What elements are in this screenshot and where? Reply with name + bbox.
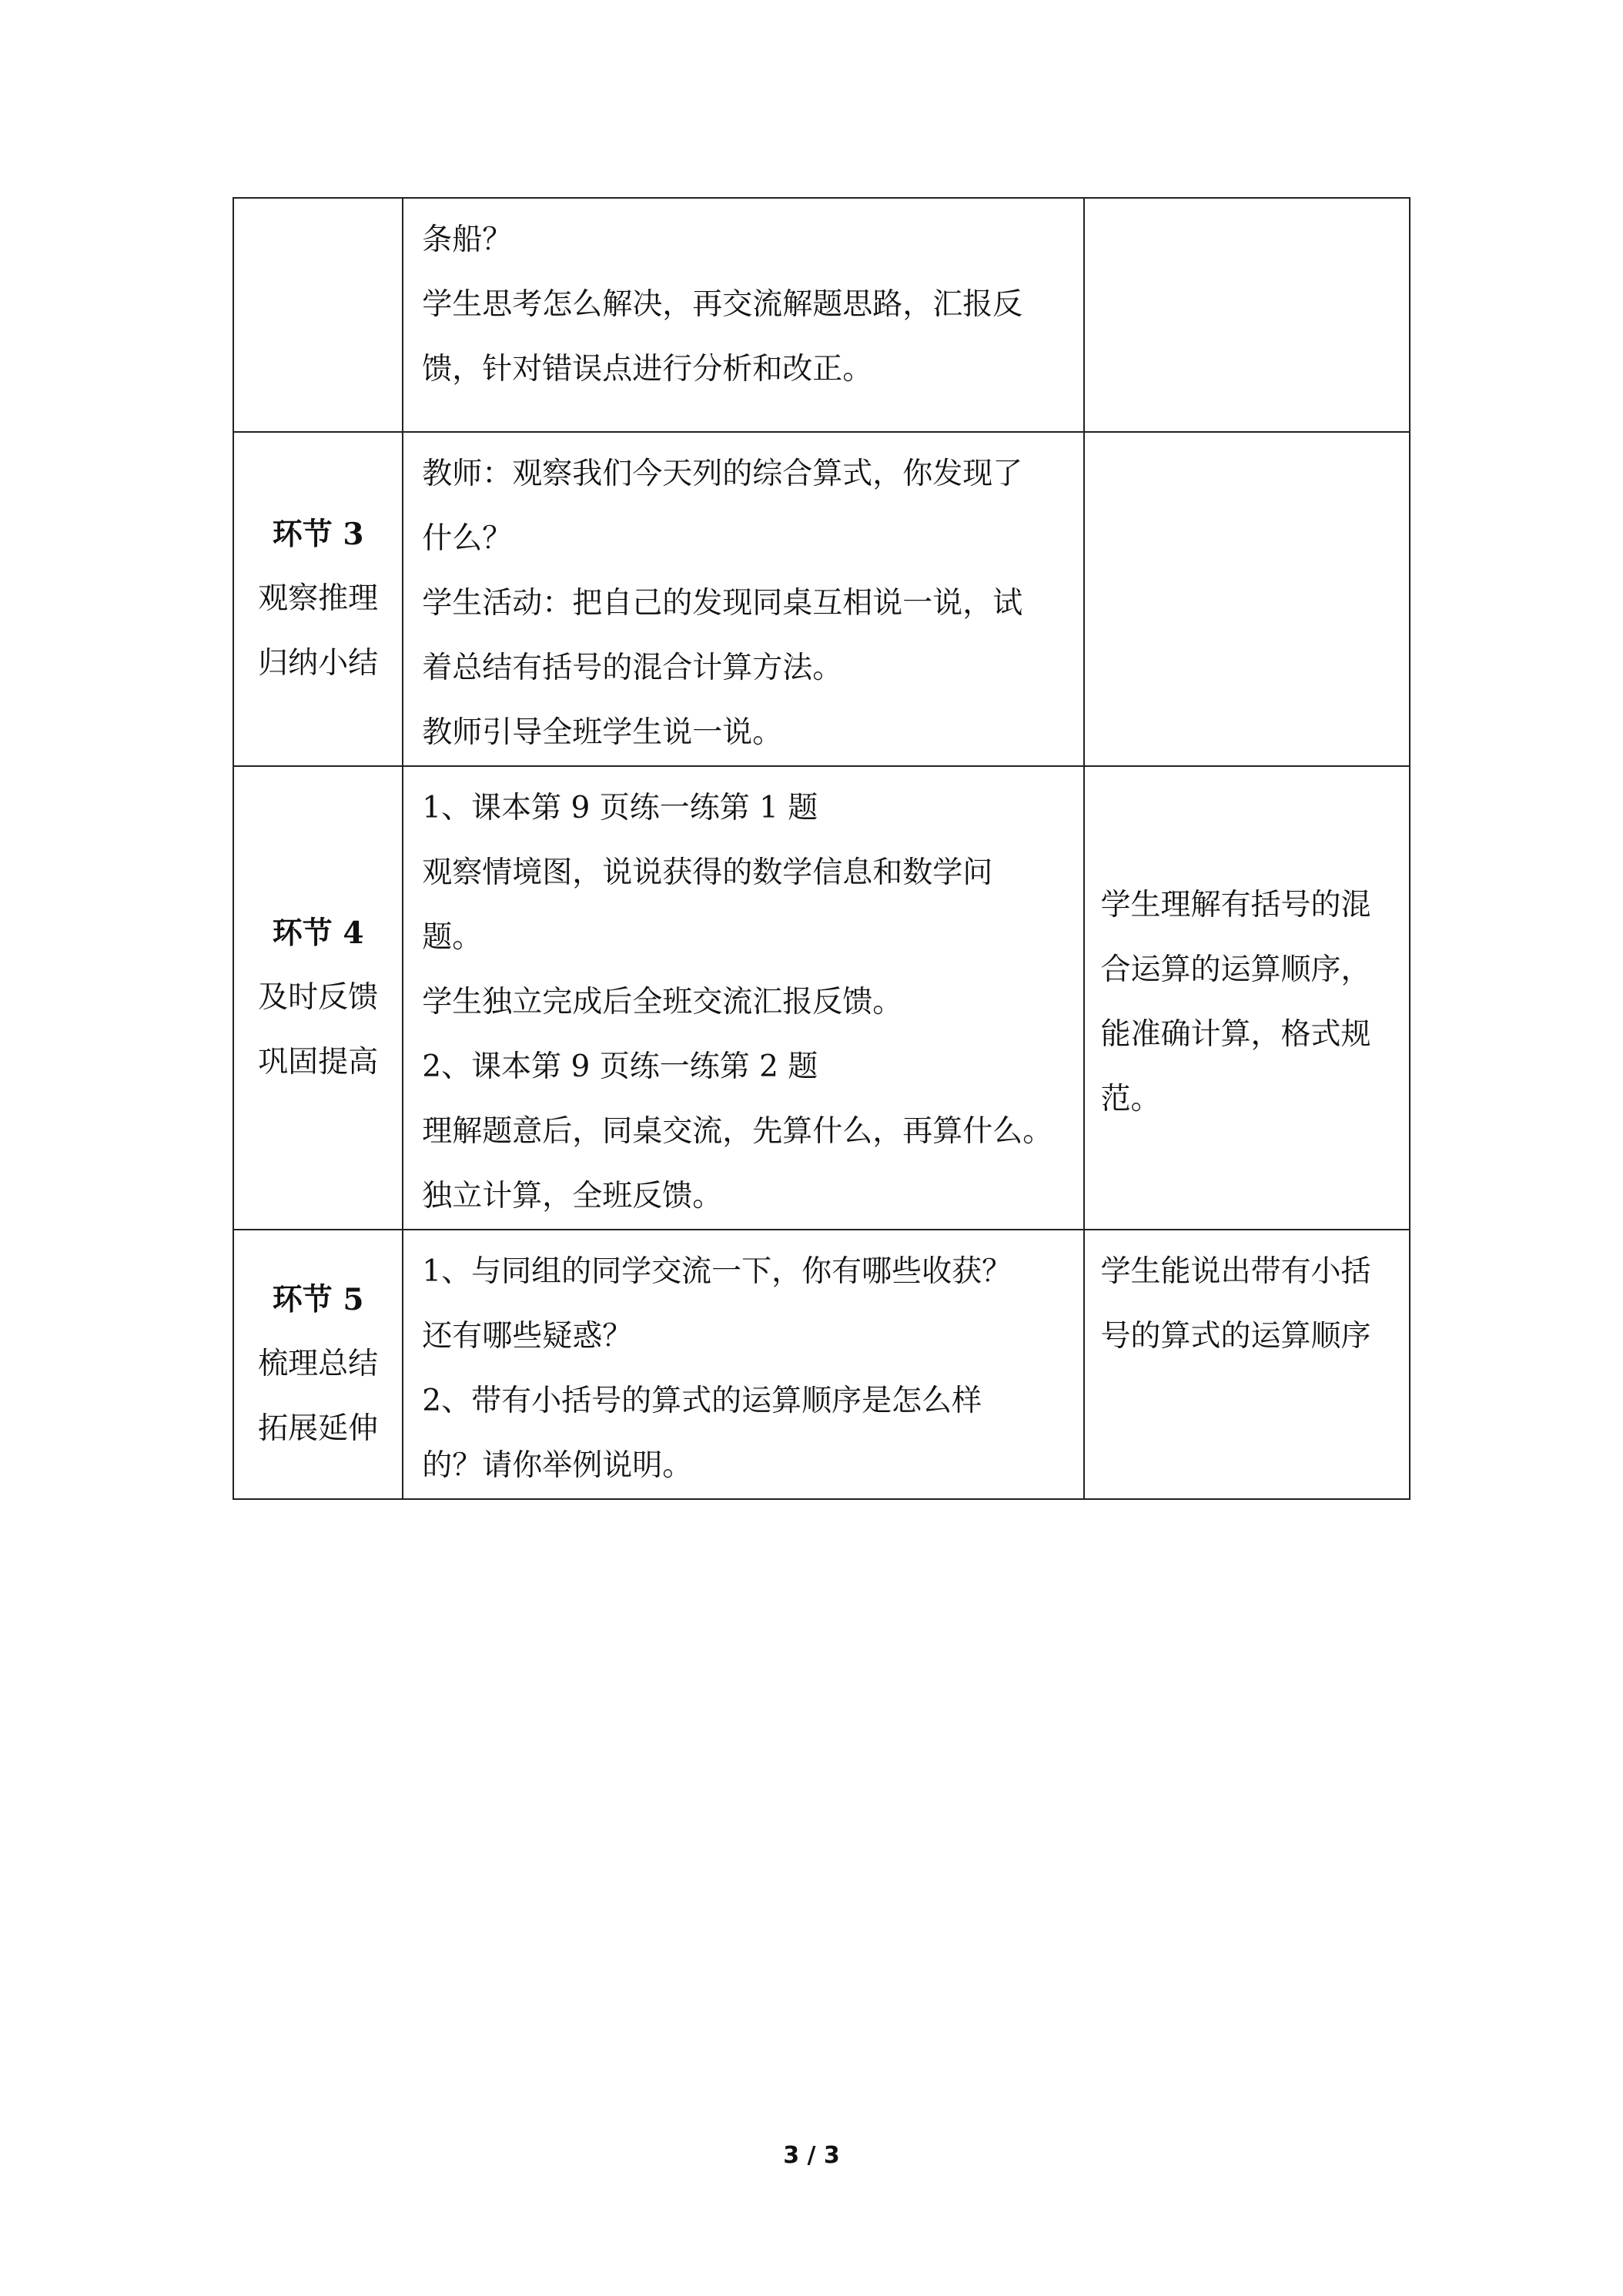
- activity-line: 2、课本第 9 页练一练第 2 题: [422, 1049, 818, 1084]
- goal-cell: [1084, 1230, 1410, 1499]
- goal-cell: [1084, 198, 1410, 432]
- activity-cell: [403, 766, 1084, 1230]
- activity-line: 独立计算，全班反馈。: [422, 1179, 723, 1213]
- goal-cell: [1084, 766, 1410, 1230]
- stage-title: 环节 5: [272, 1282, 364, 1317]
- stage-cell: [233, 198, 403, 432]
- activity-line: 2、带有小括号的算式的运算顺序是怎么样: [422, 1384, 982, 1418]
- goal-line: 能准确计算，格式规: [1100, 1017, 1371, 1052]
- table-row: [233, 198, 1410, 432]
- stage-cell: [233, 432, 403, 766]
- stage-name-line: 梳理总结: [258, 1347, 379, 1381]
- table-row: [233, 1230, 1410, 1499]
- goal-line: 范。: [1100, 1082, 1161, 1116]
- stage-name-line: 及时反馈: [258, 980, 379, 1015]
- activity-line: 学生独立完成后全班交流汇报反馈。: [422, 985, 903, 1019]
- stage-name-line: 归纳小结: [258, 646, 379, 681]
- table-row: [233, 766, 1410, 1230]
- activity-line: 学生活动：把自己的发现同桌互相说一说，试: [422, 586, 1023, 621]
- goal-line: 合运算的运算顺序，: [1100, 952, 1371, 987]
- activity-line: 观察情境图，说说获得的数学信息和数学问: [422, 855, 993, 890]
- activity-cell: [403, 432, 1084, 766]
- activity-line: 题。: [422, 920, 483, 955]
- activity-cell: [403, 1230, 1084, 1499]
- stage-cell: [233, 1230, 403, 1499]
- lesson-plan-table: [233, 197, 1411, 1500]
- activity-line: 理解题意后，同桌交流，先算什么，再算什么。: [422, 1114, 1053, 1149]
- activity-line: 教师：观察我们今天列的综合算式，你发现了: [422, 457, 1023, 491]
- activity-line: 着总结有括号的混合计算方法。: [422, 651, 843, 685]
- activity-cell: [403, 198, 1084, 432]
- activity-line: 1、与同组的同学交流一下，你有哪些收获？: [422, 1254, 1012, 1289]
- table-row: [233, 432, 1410, 766]
- activity-line: 还有哪些疑惑？: [422, 1319, 633, 1354]
- stage-name-line: 拓展延伸: [258, 1411, 379, 1446]
- activity-line: 学生思考怎么解决，再交流解题思路，汇报反: [422, 287, 1023, 322]
- activity-line: 教师引导全班学生说一说。: [422, 715, 783, 750]
- stage-title: 环节 3: [272, 517, 364, 552]
- goal-line: 号的算式的运算顺序: [1100, 1319, 1371, 1354]
- page-number: 3 / 3: [783, 2142, 840, 2169]
- activity-line: 条船？: [422, 223, 513, 257]
- activity-line: 的？请你举例说明。: [422, 1448, 693, 1483]
- stage-cell: [233, 766, 403, 1230]
- goal-cell: [1084, 432, 1410, 766]
- activity-line: 馈，针对错误点进行分析和改正。: [422, 352, 873, 387]
- stage-title: 环节 4: [272, 915, 364, 951]
- goal-line: 学生能说出带有小括: [1100, 1254, 1371, 1289]
- stage-name-line: 巩固提高: [258, 1045, 379, 1079]
- goal-line: 学生理解有括号的混: [1100, 888, 1371, 922]
- stage-name-line: 观察推理: [258, 581, 379, 616]
- activity-line: 什么？: [422, 521, 513, 556]
- activity-line: 1、课本第 9 页练一练第 1 题: [422, 791, 818, 825]
